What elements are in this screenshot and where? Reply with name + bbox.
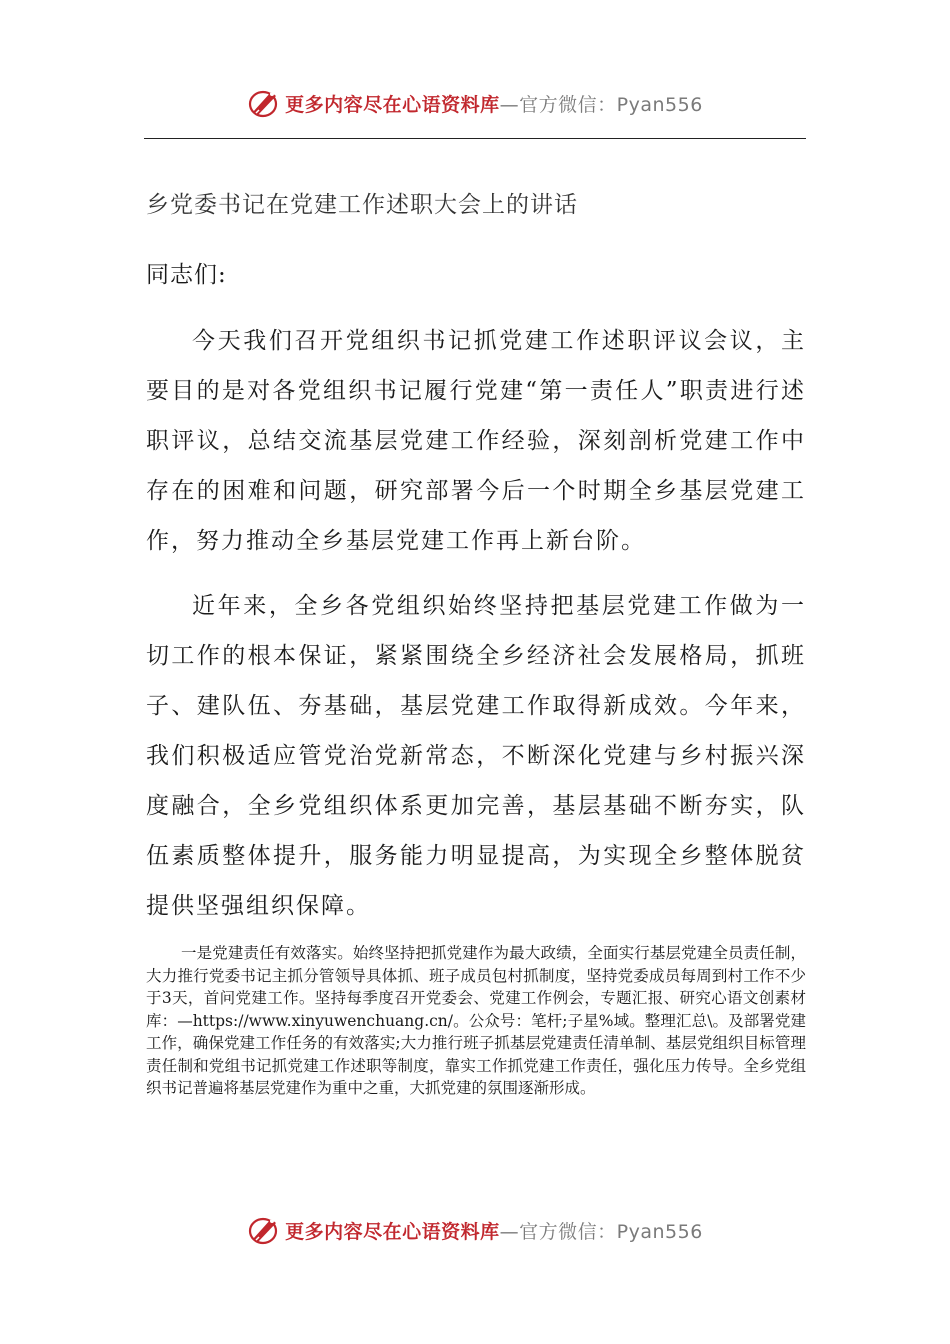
paragraph-2: 近年来，全乡各党组织始终坚持把基层党建工作做为一切工作的根本保证，紧紧围绕全乡经济社会发展格局，抓班子、建队伍、夯基础，基层党建工作取得新成效。今年来，我们积极适应管党治党新常态，不断深化党建与乡村振兴深度融合，全乡党组织体系更加完善，基层基础不断夯实，队伍素质整体提升，服务能力明显提高，为实现全乡整体脱贫提供坚强组织保障。	[146, 593, 806, 919]
banner-title: 更多内容尽在心语资料库	[285, 1220, 500, 1243]
banner-wechat: —官方微信：Pyan556	[499, 93, 703, 116]
greeting: 同志们:	[146, 262, 227, 288]
paragraph-3-small: 一是党建责任有效落实。始终坚持把抓党建作为最大政绩，全面实行基层党建全员责任制，大力推行党委书记主抓分管领导具体抓、班子成员包村抓制度，坚持党委成员每周到村工作不少于3天，首问党建工作。坚持每季度召开党委会、党建工作例会，专题汇报、研究心语文创素材库：—https://www.xinyuwenchuang.cn/。公众号：笔杆;子星%域。整理汇总\。及部署党建工作，确保党建工作任务的有效落实;大力推行班子抓基层党建责任清单制、基层党组织目标管理责任制和党组书记抓党建工作述职等制度，靠实工作抓党建工作责任，强化压力传导。全乡党组织书记普遍将基层党建作为重中之重，大抓党建的氛围逐渐形成。	[146, 944, 806, 1097]
paragraph-1: 今天我们召开党组织书记抓党建工作述职评议会议，主要目的是对各党组织书记履行党建“第一责任人”职责进行述职评议，总结交流基层党建工作经验，深刻剖析党建工作中存在的困难和问题，研究部署今后一个时期全乡基层党建工作，努力推动全乡基层党建工作再上新台阶。	[146, 328, 806, 554]
banner-wechat: —官方微信：Pyan556	[499, 1220, 703, 1243]
footer-banner	[0, 1210, 950, 1250]
banner-title: 更多内容尽在心语资料库	[285, 93, 500, 116]
document-title: 乡党委书记在党建工作述职大会上的讲话	[146, 192, 578, 218]
pen-nib-logo-icon	[247, 1213, 281, 1247]
header-banner	[0, 83, 950, 123]
pen-nib-logo-icon	[247, 86, 281, 120]
header-divider	[144, 138, 806, 139]
